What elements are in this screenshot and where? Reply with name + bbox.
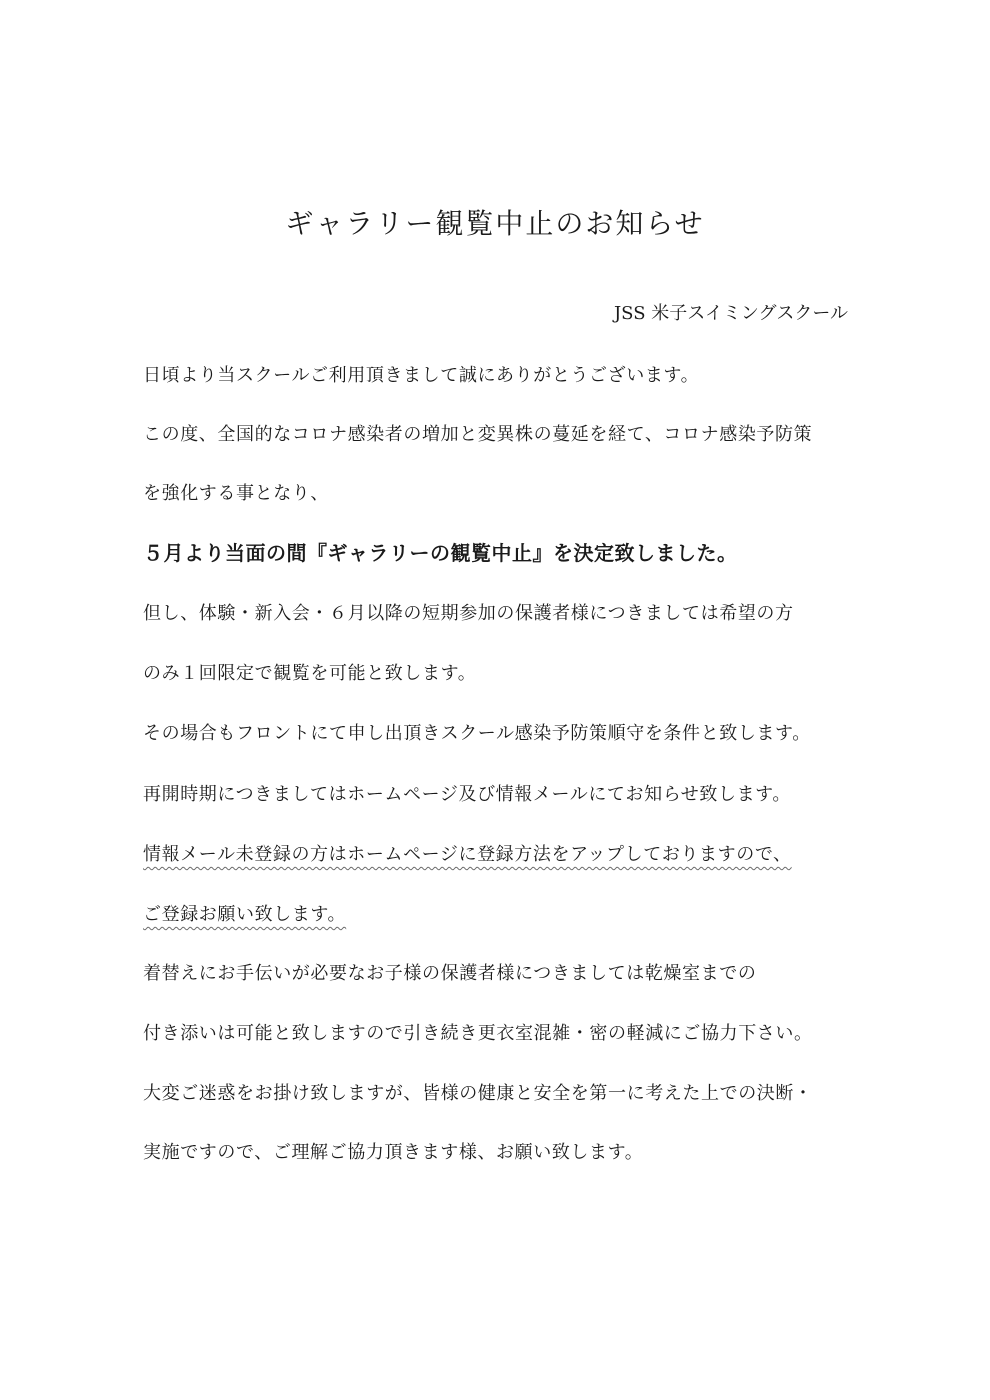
body-line-13: 大変ご迷惑をお掛け致しますが、皆様の健康と安全を第一に考えた上での決断・ (143, 1083, 813, 1104)
organization-name: JSS 米子スイミングスクール (613, 303, 848, 324)
body-line-8: 再開時期につきましてはホームページ及び情報メールにてお知らせ致します。 (143, 784, 791, 805)
body-line-11: 着替えにお手伝いが必要なお子様の保護者様につきましては乾燥室までの (143, 963, 757, 984)
body-line-7: その場合もフロントにて申し出頂きスクール感染予防策順守を条件と致します。 (143, 723, 811, 744)
body-line-5: 但し、体験・新入会・６月以降の短期参加の保護者様につきましては希望の方 (143, 603, 794, 624)
body-line-6: のみ１回限定で観覧を可能と致します。 (143, 663, 477, 684)
body-line-10-underlined: ご登録お願い致します。 (143, 904, 347, 925)
body-line-9-underlined: 情報メール未登録の方はホームページに登録方法をアップしておりますので、 (143, 844, 792, 865)
body-line-3: を強化する事となり、 (143, 483, 329, 504)
body-line-2: この度、全国的なコロナ感染者の増加と変異株の蔓延を経て、コロナ感染予防策 (143, 424, 813, 445)
body-line-12: 付き添いは可能と致しますので引き続き更衣室混雑・密の軽減にご協力下さい。 (143, 1023, 813, 1044)
body-line-14: 実施ですので、ご理解ご協力頂きます様、お願い致します。 (143, 1142, 644, 1163)
body-line-1: 日頃より当スクールご利用頂きまして誠にありがとうございます。 (143, 365, 700, 386)
notice-title: ギャラリー観覧中止のお知らせ (285, 207, 705, 240)
announcement-headline: ５月より当面の間『ギャラリーの観覧中止』を決定致しました。 (143, 541, 738, 565)
